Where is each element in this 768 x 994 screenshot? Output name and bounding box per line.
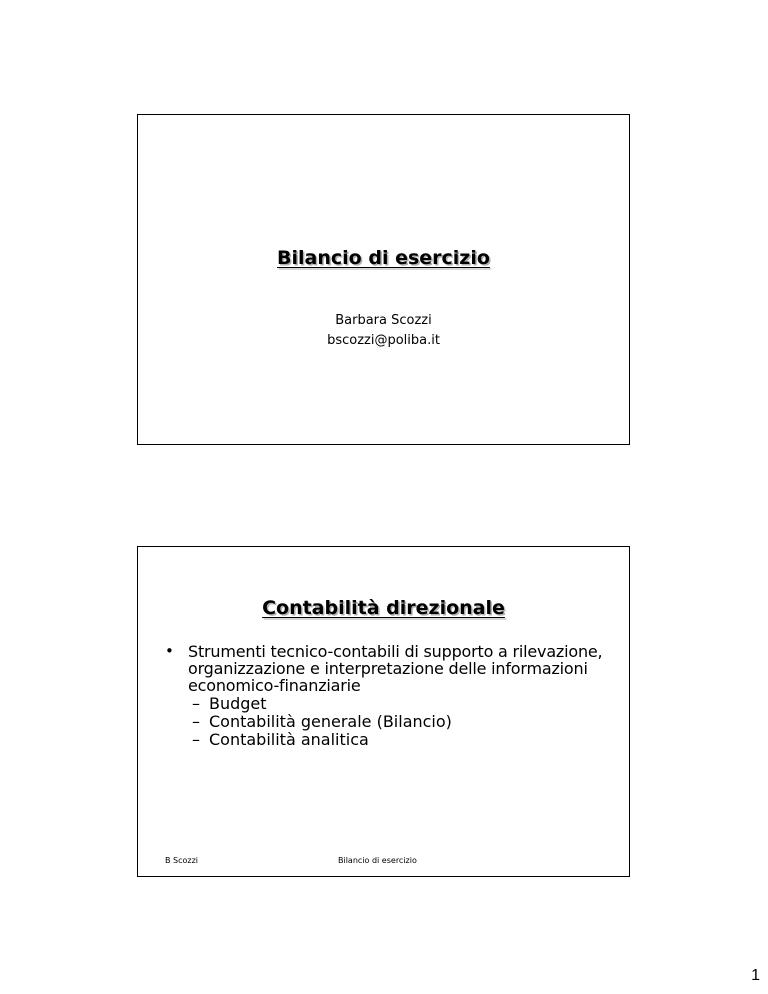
slide-2 (137, 546, 630, 877)
sub-item-text: Budget (209, 694, 267, 713)
sub-item (192, 731, 619, 749)
bullet-item (165, 643, 619, 694)
dash-icon: – (192, 694, 200, 713)
sub-list (192, 695, 619, 749)
author-block (138, 311, 629, 351)
bullet-list (165, 643, 619, 749)
sub-item-text: Contabilità analitica (209, 730, 369, 749)
footer-title: Bilancio di esercizio (338, 856, 417, 865)
slide-1 (137, 114, 630, 445)
dash-icon: – (192, 712, 200, 731)
slide-title: Contabilità direzionale (262, 597, 505, 619)
sub-item (192, 713, 619, 731)
author-email: bscozzi@poliba.it (327, 333, 440, 348)
author-name: Barbara Scozzi (335, 313, 432, 328)
bullet-icon: • (165, 642, 174, 660)
slide-title: Bilancio di esercizio (277, 247, 490, 269)
dash-icon: – (192, 730, 200, 749)
sub-item-text: Contabilità generale (Bilancio) (209, 712, 452, 731)
bullet-text: Strumenti tecnico-contabili di supporto a rilevazione, organizzazione e interpretazione delle informazioni economico-finanziarie (188, 642, 603, 695)
page-number: 1 (751, 967, 760, 984)
sub-item (192, 695, 619, 713)
footer-author: B Scozzi (165, 856, 199, 865)
